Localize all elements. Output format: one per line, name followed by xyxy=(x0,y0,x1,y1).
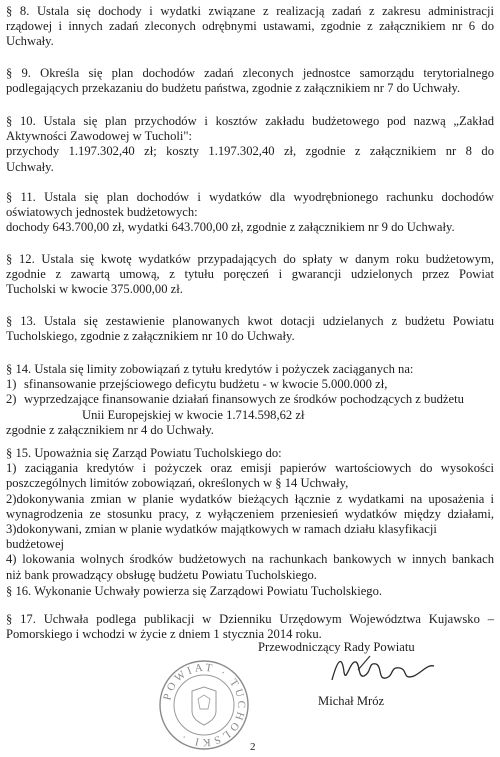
handwritten-signature xyxy=(328,650,438,690)
paragraph-15 xyxy=(6,446,494,583)
paragraph-8 xyxy=(6,4,494,50)
paragraph-line: poszczególnych limitów zobowiązań, określonych w § 14 Uchwały, xyxy=(6,476,349,491)
paragraph-line: Uchwały. xyxy=(6,159,54,174)
list-number: 1) xyxy=(6,377,17,392)
paragraph-line: Tucholskiego, zgodnie z załącznikiem nr 10 do Uchwały. xyxy=(6,329,295,344)
list-item xyxy=(6,392,494,407)
svg-text:POWIAT · TUCHOLSKI ·: POWIAT · TUCHOLSKI · xyxy=(161,661,248,749)
paragraph-line: wynagrodzenia ze stosunku pracy, z wyłączeniem przeniesień wydatków między działami, xyxy=(6,506,494,521)
paragraph-line: Aktywności Zawodowej w Tucholi": xyxy=(6,129,192,144)
list-number: 2) xyxy=(6,392,17,407)
paragraph-line: § 9. Określa się plan dochodów zadań zleconych jednostce samorządu terytorialnego xyxy=(6,66,494,80)
paragraph-11 xyxy=(6,190,494,236)
paragraph-line: niż bank prowadzący obsługę budżetu Powiatu Tucholskiego. xyxy=(6,567,317,582)
paragraph-line: § 12. Ustala się kwotę wydatków przypadających do spłaty w danym roku budżetowym, xyxy=(6,252,494,266)
list-text-continuation: Unii Europejskiej w kwocie 1.714.598,62 zł xyxy=(82,407,305,422)
paragraph-line: § 16. Wykonanie Uchwały powierza się Zarządowi Powiatu Tucholskiego. xyxy=(6,584,383,598)
paragraph-line: dochody 643.700,00 zł, wydatki 643.700,00 zł, zgodnie z załącznikiem nr 9 do Uchwały. xyxy=(6,220,455,235)
paragraph-line: § 8. Ustala się dochody i wydatki związane z realizacją zadań z zakresu administracji xyxy=(6,4,494,18)
paragraph-line: Uchwały. xyxy=(6,34,54,49)
paragraph-line: 3)dokonywani, zmian w planie wydatków majątkowych w ramach działu klasyfikacji xyxy=(6,522,437,537)
official-seal xyxy=(156,657,252,753)
paragraph-16 xyxy=(6,584,494,599)
list-text: sfinansowanie przejściowego deficytu budżetu - w kwocie 5.000.000 zł, xyxy=(24,377,388,392)
paragraph-line: zgodnie z zawartą umową, z tytułu poręczeń i gwarancji udzielonych przez Powiat xyxy=(6,267,494,282)
paragraph-line: § 14. Ustala się limity zobowiązań z tytułu kredytów i pożyczek zaciąganych na: xyxy=(6,362,414,376)
paragraph-line: Tucholski w kwocie 375.000,00 zł. xyxy=(6,282,183,297)
paragraph-line: oświatowych jednostek budżetowych: xyxy=(6,205,198,220)
list-text: wyprzedzające finansowanie działań finansowych ze środków pochodzących z budżetu xyxy=(24,392,464,407)
paragraph-line: podlegających przekazaniu do budżetu państwa, zgodnie z załącznikiem nr 7 do Uchwały. xyxy=(6,81,461,96)
paragraph-13 xyxy=(6,314,494,344)
paragraph-line: budżetowej xyxy=(6,537,65,552)
paragraph-line: 1) zaciągania kredytów i pożyczek oraz emisji papierów wartościowych do wysokości xyxy=(6,461,494,476)
paragraph-14 xyxy=(6,362,494,438)
paragraph-line: 2)dokonywania zmian w planie wydatków bieżących łącznie z wydatkami na uposażenia i xyxy=(6,491,494,506)
paragraph-line: § 10. Ustala się plan przychodów i kosztów zakładu budżetowego pod nazwą „Zakład xyxy=(6,114,494,128)
paragraph-line: 4) lokowania wolnych środków budżetowych na rachunkach bankowych w innych bankach xyxy=(6,552,494,567)
signature-block xyxy=(258,640,458,708)
paragraph-line: przychody 1.197.302,40 zł; koszty 1.197.302,40 zł, zgodnie z załącznikiem nr 8 do xyxy=(6,144,494,159)
signature-role: Przewodniczący Rady Powiatu xyxy=(258,640,415,654)
paragraph-line: § 15. Upoważnia się Zarząd Powiatu Tucholskiego do: xyxy=(6,446,282,460)
page-number: 2 xyxy=(250,741,256,753)
paragraph-line: § 17. Uchwała podlega publikacji w Dzienniku Urzędowym Województwa Kujawsko – xyxy=(6,612,494,626)
paragraph-line: § 11. Ustala się plan dochodów i wydatków dla wyodrębnionego rachunku dochodów xyxy=(6,190,494,204)
paragraph-line: zgodnie z załącznikiem nr 4 do Uchwały. xyxy=(6,422,214,437)
signatory-name: Michał Mróz xyxy=(318,694,385,708)
paragraph-line: Pomorskiego i wchodzi w życie z dniem 1 stycznia 2014 roku. xyxy=(6,627,322,642)
paragraph-10 xyxy=(6,114,494,175)
paragraph-line: rządowej i innych zadań zleconych odrębnymi ustawami, zgodnie z załącznikiem nr 6 do xyxy=(6,19,494,34)
paragraph-line: § 13. Ustala się zestawienie planowanych kwot dotacji udzielanych z budżetu Powiatu xyxy=(6,314,494,328)
list-item xyxy=(6,377,494,392)
paragraph-12 xyxy=(6,252,494,298)
paragraph-17 xyxy=(6,612,494,642)
paragraph-9 xyxy=(6,66,494,96)
